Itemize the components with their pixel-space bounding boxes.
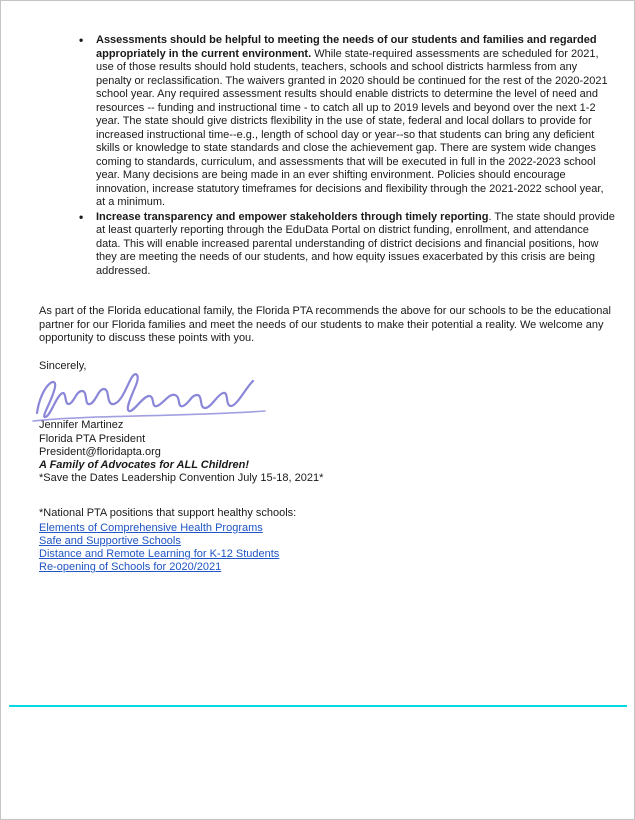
footnote-heading: *National PTA positions that support healthy schools:	[39, 507, 297, 520]
link-distance-remote-learning[interactable]: Distance and Remote Learning for K-12 Students	[39, 548, 280, 561]
scan-artifact-line	[9, 705, 627, 707]
bullet-lead-text: Assessments should be helpful to meeting the needs of our students and families and regarded appropriately in the current environment.	[96, 34, 597, 60]
letter-body	[39, 34, 615, 575]
signer-name: Jennifer Martinez	[39, 419, 124, 432]
closing-paragraph: As part of the Florida educational family, the Florida PTA recommends the above for our schools to be the educational partner for our Florida families and meet the needs of our students to make their potential a reality. We welcome any opportunity to discuss these points with you.	[39, 305, 611, 345]
signature-image	[27, 371, 277, 429]
link-comprehensive-health-programs[interactable]: Elements of Comprehensive Health Programs	[39, 521, 263, 534]
bullet-dot: •	[79, 33, 84, 47]
bullet-list	[39, 34, 615, 278]
signer-email: President@floridapta.org	[39, 445, 161, 458]
link-reopening-schools[interactable]: Re-opening of Schools for 2020/2021	[39, 561, 222, 574]
link-safe-supportive-schools[interactable]: Safe and Supportive Schools	[39, 534, 181, 547]
bullet-body-text: While state-required assessments are scheduled for 2021, use of those results should hold students, teachers, schools and school districts harmless from any penalty or reclassification. The waivers granted in 2020 should be continued for the rest of the 2020-2021 school year. Any required assessment results should enable districts to determine the level of need and resources -- funding and instructional time - to catch all up to 2019 levels and beyond over the next 1-2 year. The state should give districts flexibility in the use of state, federal and local dollars to provide for increased instructional time--e.g., length of school day or year--so that students can bring any deficient skills or knowledge to state standards and close the achievement gap. There are system wide changes coming to standards, curriculum, and assessments that will be executed in full in the 2022-2023 school year. Many decisions are being made in an ever shifting environment. Policies should encourage innovation, increase statutory timeframes for decisions and flexibility through the 2021-2022 school year, at a minimum.	[96, 47, 608, 209]
save-the-dates-note: *Save the Dates Leadership Convention July 15-18, 2021*	[39, 472, 324, 485]
signer-tagline: A Family of Advocates for ALL Children!	[39, 458, 250, 471]
footnote-links	[39, 522, 615, 575]
signer-title: Florida PTA President	[39, 432, 146, 445]
bullet-dot: •	[79, 209, 84, 224]
bullet-item-transparency	[39, 211, 615, 279]
bullet-item-assessments	[39, 34, 615, 210]
signature-area	[39, 375, 615, 419]
bullet-lead-text: Increase transparency and empower stakeholders through timely reporting	[96, 210, 489, 223]
bullet-body-text: . The state should provide at least quarterly reporting through the EduData Portal on district funding, enrollment, and attendance data. This will enable increased parental understanding of district decisions and financial positions, how they are meeting the needs of our students, and how equity issues exacerbated by this crisis are being addressed.	[96, 210, 615, 277]
salutation: Sincerely,	[39, 359, 87, 372]
